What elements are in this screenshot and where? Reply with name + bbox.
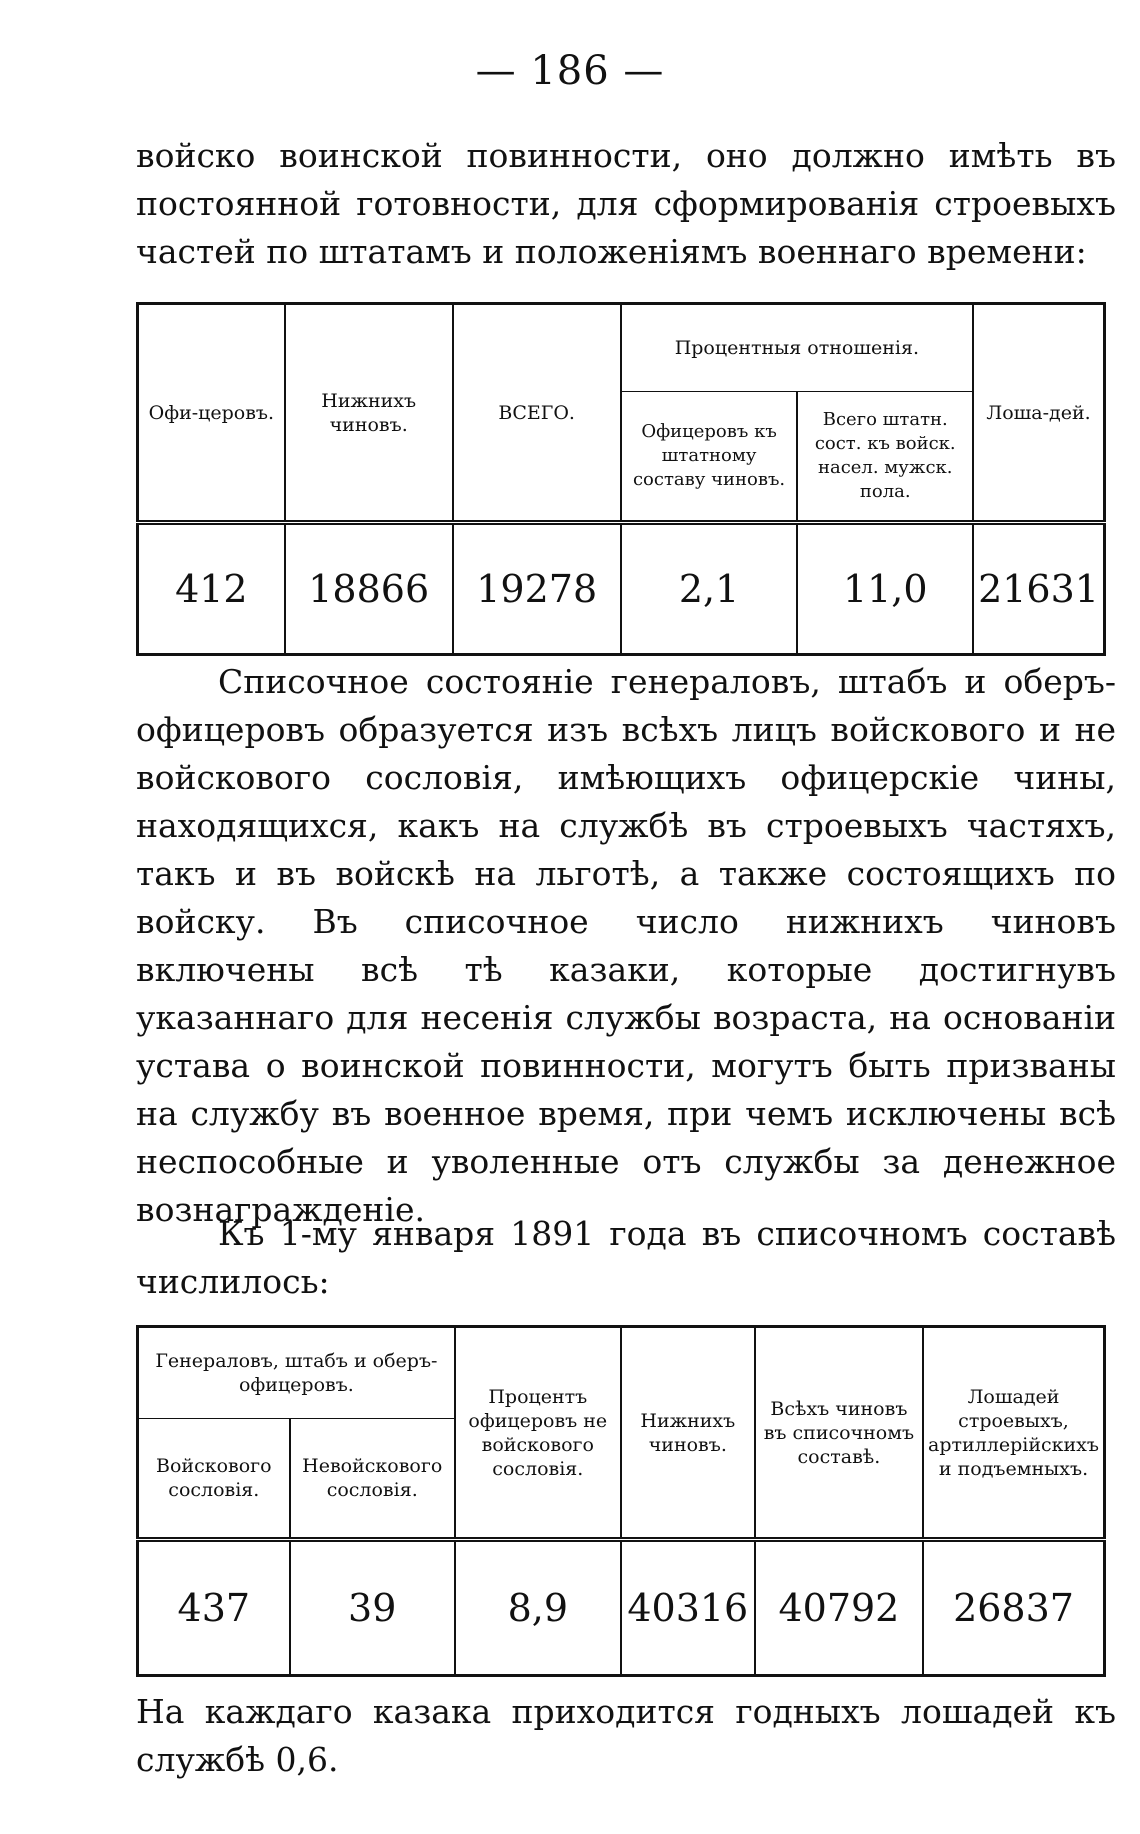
intro-paragraph: войско воинской повинности, оно должно имѣть въ постоянной готовности, для сформированія строевыхъ частей по штатамъ и положеніямъ военнаго времени: <box>136 136 1116 271</box>
cell-percent-total: 11,0 <box>797 523 973 655</box>
cell-percent-officers: 2,1 <box>621 523 798 655</box>
cell-non-military-estate: 39 <box>290 1540 455 1676</box>
paragraph-officers-composition: Списочное состояніе генераловъ, штабъ и оберъ-офицеровъ образуется изъ всѣхъ лицъ войскового и не войскового сословія, имѣющихъ офицерскіе чины, находящихся, какъ на службѣ въ строевыхъ частяхъ, такъ и въ войскѣ на льготѣ, а также состоящихъ по войску. Въ списочное число нижнихъ чиновъ включены всѣ тѣ казаки, которые достигнувъ указаннаго для несенія службы возраста, на основаніи устава о воинской повинности, могутъ быть призваны на службу въ военное время, при чемъ исключены всѣ неспособные и уволенные отъ службы за денежное вознагражденіе. <box>136 662 1116 1229</box>
header-non-military-estate: Невойскового сословія. <box>290 1419 455 1540</box>
header-percent-group: Процентныя отношенія. <box>621 304 973 392</box>
header-lower-ranks-2: Нижнихъ чиновъ. <box>621 1327 755 1540</box>
cell-total: 19278 <box>453 523 621 655</box>
header-percent-officers-2: Процентъ офицеровъ не войскового сословія. <box>455 1327 621 1540</box>
header-percent-total: Всего штатн. сост. къ войск. насел. мужск. пола. <box>797 392 973 523</box>
cell-horses-2: 26837 <box>923 1540 1104 1676</box>
cell-percent-officers-2: 8,9 <box>455 1540 621 1676</box>
header-percent-officers: Офицеровъ къ штатному составу чиновъ. <box>621 392 798 523</box>
table-roster-1891 <box>136 1325 1106 1677</box>
paragraph-horses-per-cossack: На каждаго казака приходится годныхъ лошадей къ службѣ 0,6. <box>136 1692 1116 1779</box>
header-horses-2: Лошадей строевыхъ, артиллерійскихъ и подъемныхъ. <box>923 1327 1104 1540</box>
table-row <box>138 523 1105 655</box>
paragraph-jan-1891: Къ 1-му января 1891 года въ списочномъ составѣ числилось: <box>136 1214 1116 1301</box>
page-number: — 186 — <box>475 48 665 94</box>
cell-military-estate: 437 <box>138 1540 290 1676</box>
header-military-estate: Войскового сословія. <box>138 1419 290 1540</box>
header-generals-group: Генераловъ, штабъ и оберъ-офицеровъ. <box>138 1327 455 1419</box>
header-total: ВСЕГО. <box>453 304 621 523</box>
header-all-ranks: Всѣхъ чиновъ въ списочномъ составѣ. <box>755 1327 923 1540</box>
table-military-strength <box>136 302 1106 656</box>
cell-lower-ranks-2: 40316 <box>621 1540 755 1676</box>
cell-lower-ranks: 18866 <box>285 523 453 655</box>
header-lower-ranks: Нижнихъ чиновъ. <box>285 304 453 523</box>
header-horses: Лоша-дей. <box>973 304 1104 523</box>
cell-all-ranks: 40792 <box>755 1540 923 1676</box>
cell-horses: 21631 <box>973 523 1104 655</box>
table-row <box>138 1540 1105 1676</box>
cell-officers: 412 <box>138 523 285 655</box>
header-officers: Офи-церовъ. <box>138 304 285 523</box>
